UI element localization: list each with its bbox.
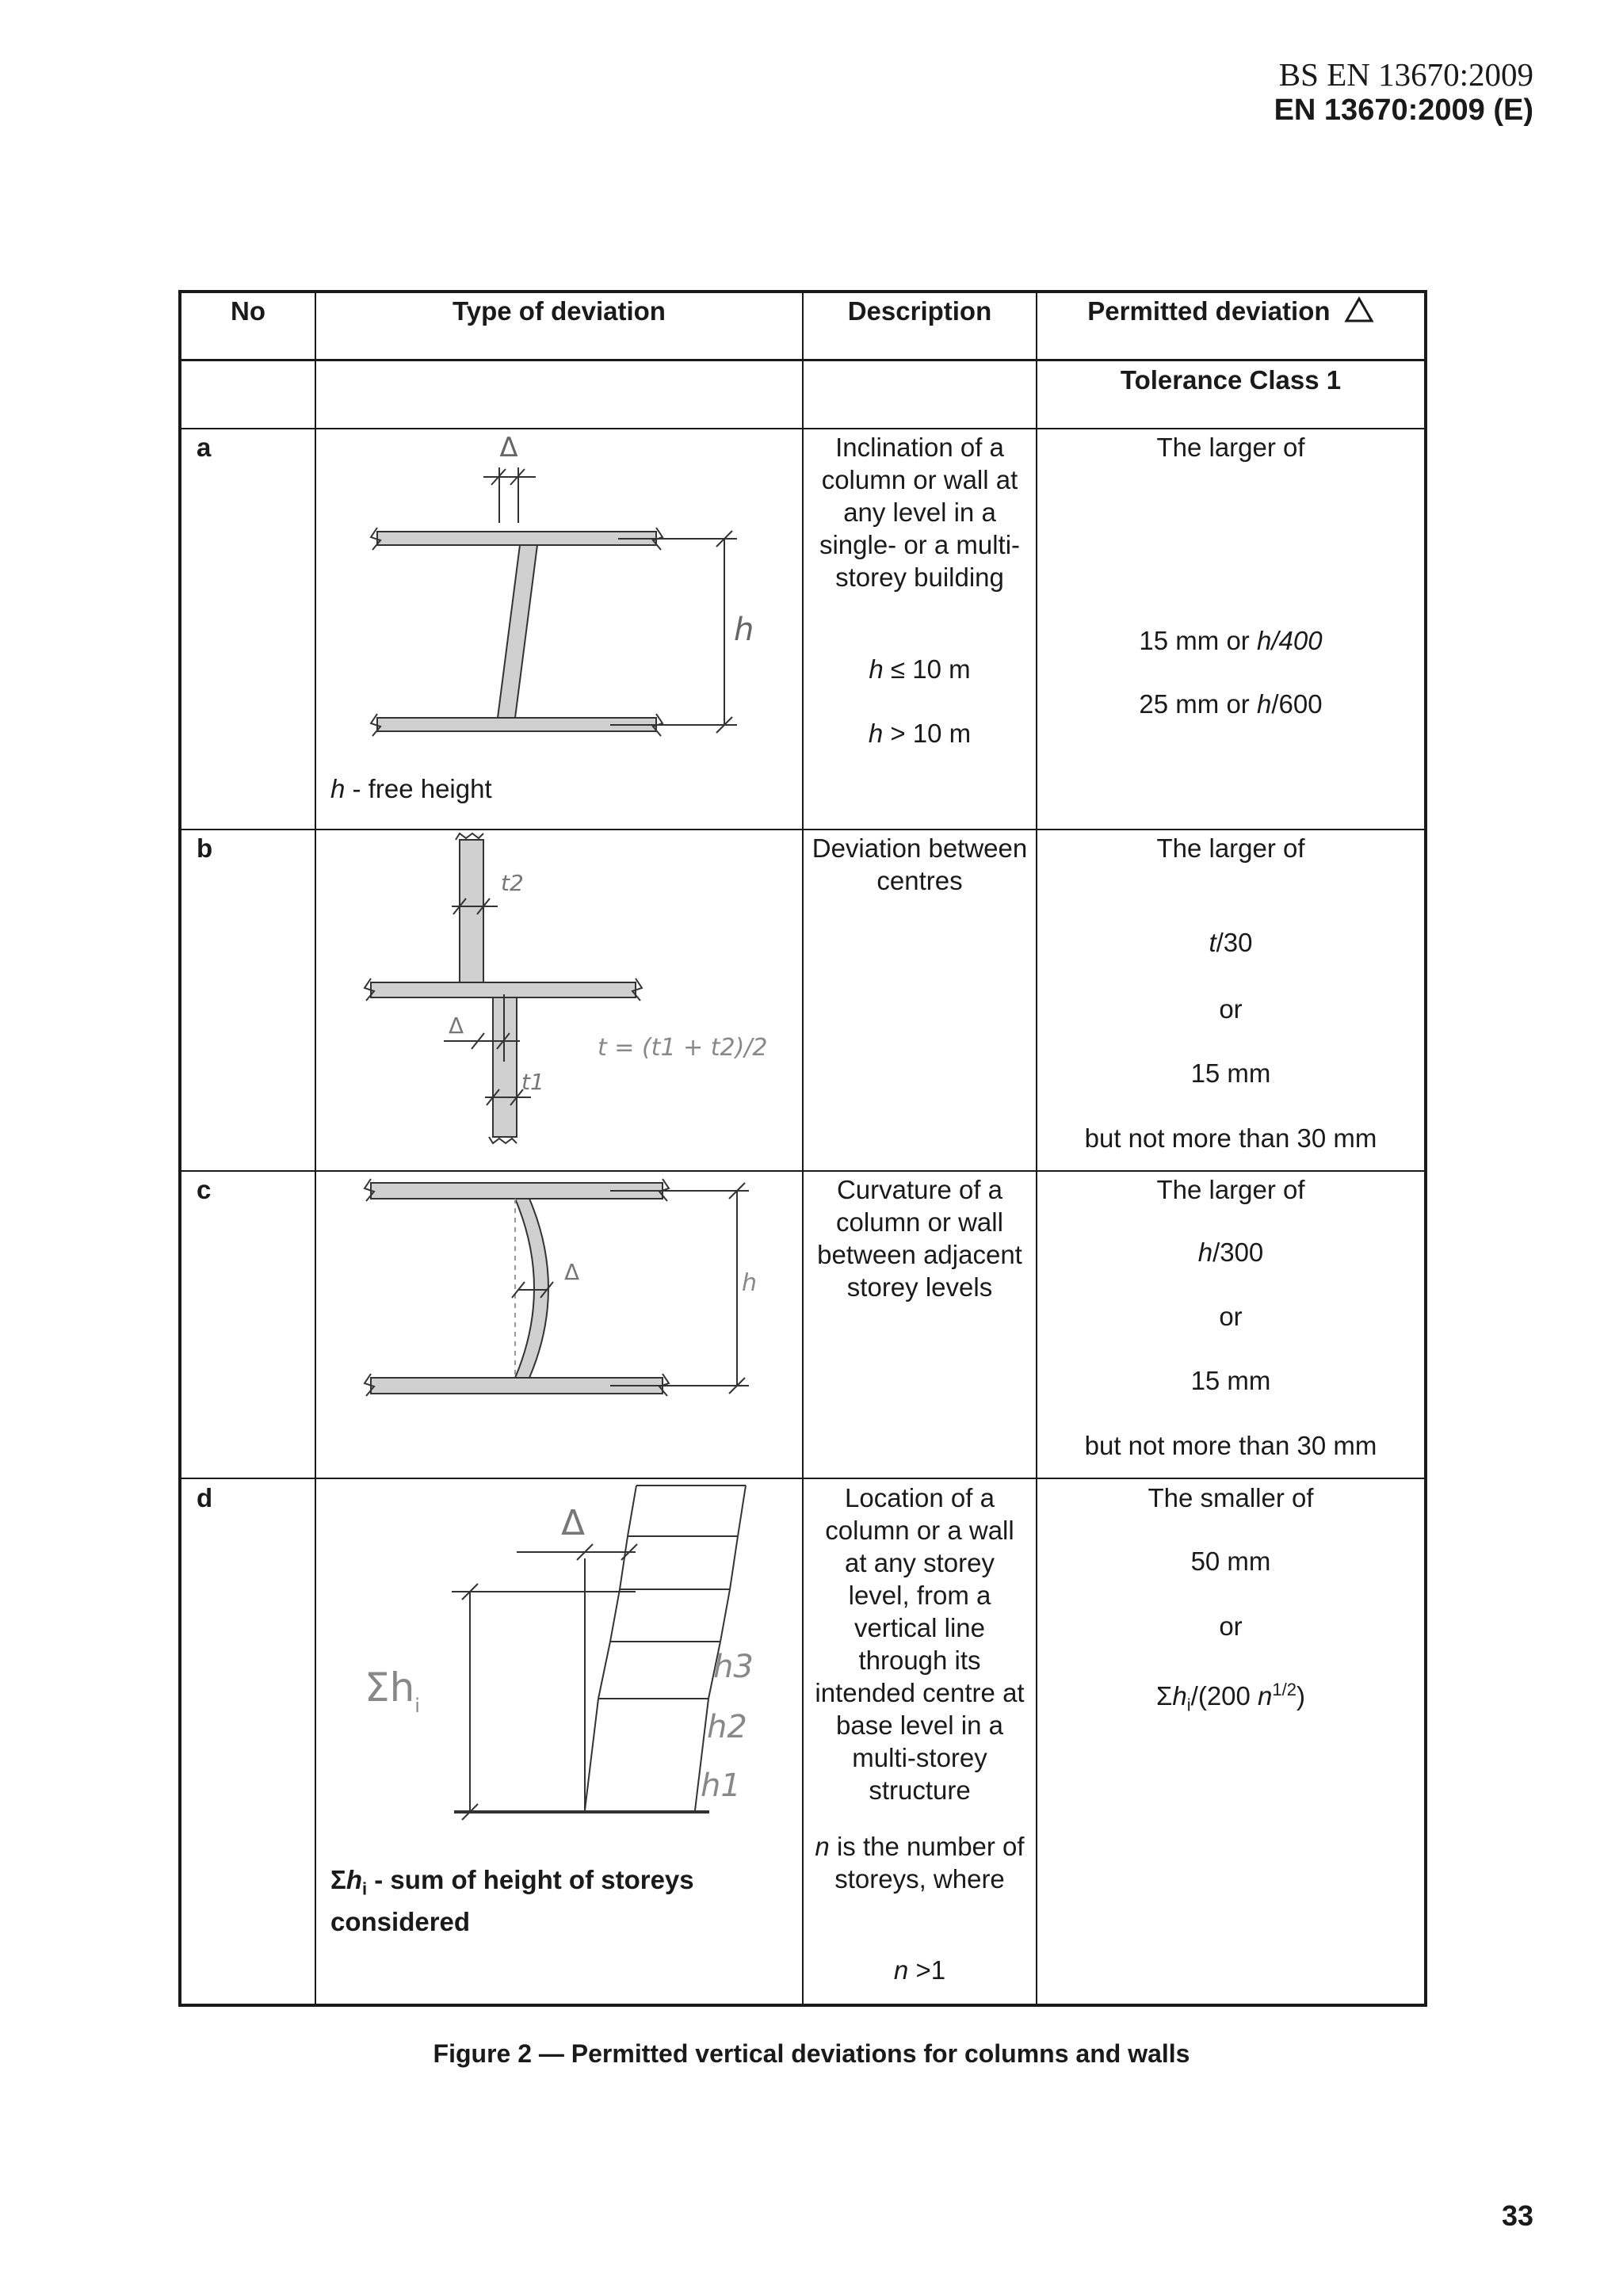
row-d-permitted-intro: The smaller of [1148,1483,1314,1512]
row-c-permitted-1: h/300 [1197,1238,1264,1267]
height-label: h [742,1269,758,1297]
row-d-or: or [1219,1611,1243,1641]
h3-label: h3 [713,1649,754,1685]
row-d-permitted-1: 50 mm [1190,1547,1271,1576]
col-header-description: Description [847,296,992,326]
row-b-or: or [1219,994,1243,1024]
sum-of-heights-note: $\Sigma h_i$ - sum of height of storeys considered [330,1865,694,1936]
row-c-or: or [1219,1302,1243,1331]
curvature-diagram [349,1170,824,1408]
row-a-condition-1: h ≤ 10 m [869,654,971,684]
delta-label: Δ [499,432,518,463]
row-a-permitted-intro: The larger of [1156,433,1305,462]
thickness-formula: t = (t1 + t2)/2 [598,1034,768,1062]
row-b-description: Deviation between centres [812,833,1028,895]
inclination-diagram [349,428,792,745]
col-header-no: No [231,296,265,326]
row-b-permitted-1: t/30 [1209,928,1253,957]
row-c-permitted-limit: but not more than 30 mm [1084,1431,1377,1460]
delta-label: Δ [449,1013,464,1039]
sum-heights-label: $\Sigma h_i$ [365,1665,420,1717]
row-c-permitted-2: 15 mm [1190,1366,1271,1395]
row-a-condition-2: h > 10 m [868,719,972,748]
tolerance-class-label: Tolerance Class 1 [1120,365,1342,395]
centres-deviation-diagram [333,832,808,1149]
row-c-description: Curvature of a column or wall between adjacent storey levels [817,1175,1022,1302]
free-height-note: h - free height [330,774,492,803]
h2-label: h2 [707,1709,747,1745]
row-d-no: d [197,1483,213,1512]
row-d-description: Location of a column or a wall at any storey level, from a vertical line through its intended centre at base level in a multi-storey structure [815,1483,1025,1805]
row-b-permitted-intro: The larger of [1156,833,1305,863]
row-d-condition: n is the number of storeys, where [815,1832,1025,1894]
row-d-permitted-2: $\Sigma h_i/(200$ $n^{1/2}$) [1156,1680,1305,1715]
delta-label: Δ [561,1503,586,1543]
standard-bs-label: BS EN 13670:2009 [1278,56,1533,93]
t2-label: t2 [501,870,524,896]
row-a-description: Inclination of a column or wall at any level in a single- or a multi-storey building [819,433,1021,592]
row-b-no: b [197,833,213,863]
height-label: h [734,612,754,648]
row-a-no: a [197,433,212,462]
multi-storey-location-diagram [333,1479,808,1828]
col-header-type: Type of deviation [453,296,666,326]
row-a-permitted-1: 15 mm or h/400 [1139,626,1323,655]
row-b-permitted-2: 15 mm [1190,1058,1271,1088]
delta-label: Δ [564,1259,580,1285]
page-number: 33 [1501,2199,1533,2232]
col-header-permitted: Permitted deviation [1037,295,1424,327]
h1-label: h1 [701,1768,741,1804]
row-c-permitted-intro: The larger of [1156,1175,1305,1204]
row-d-condition-2: n >1 [893,1955,946,1985]
t1-label: t1 [521,1069,544,1095]
row-c-no: c [197,1175,212,1204]
row-b-permitted-limit: but not more than 30 mm [1084,1123,1377,1153]
delta-symbol-icon [1344,296,1374,323]
row-a-permitted-2: 25 mm or h/600 [1139,689,1323,719]
figure-caption: Figure 2 — Permitted vertical deviations for columns and walls [433,2039,1190,2068]
standard-en-label: EN 13670:2009 (E) [1274,93,1533,127]
